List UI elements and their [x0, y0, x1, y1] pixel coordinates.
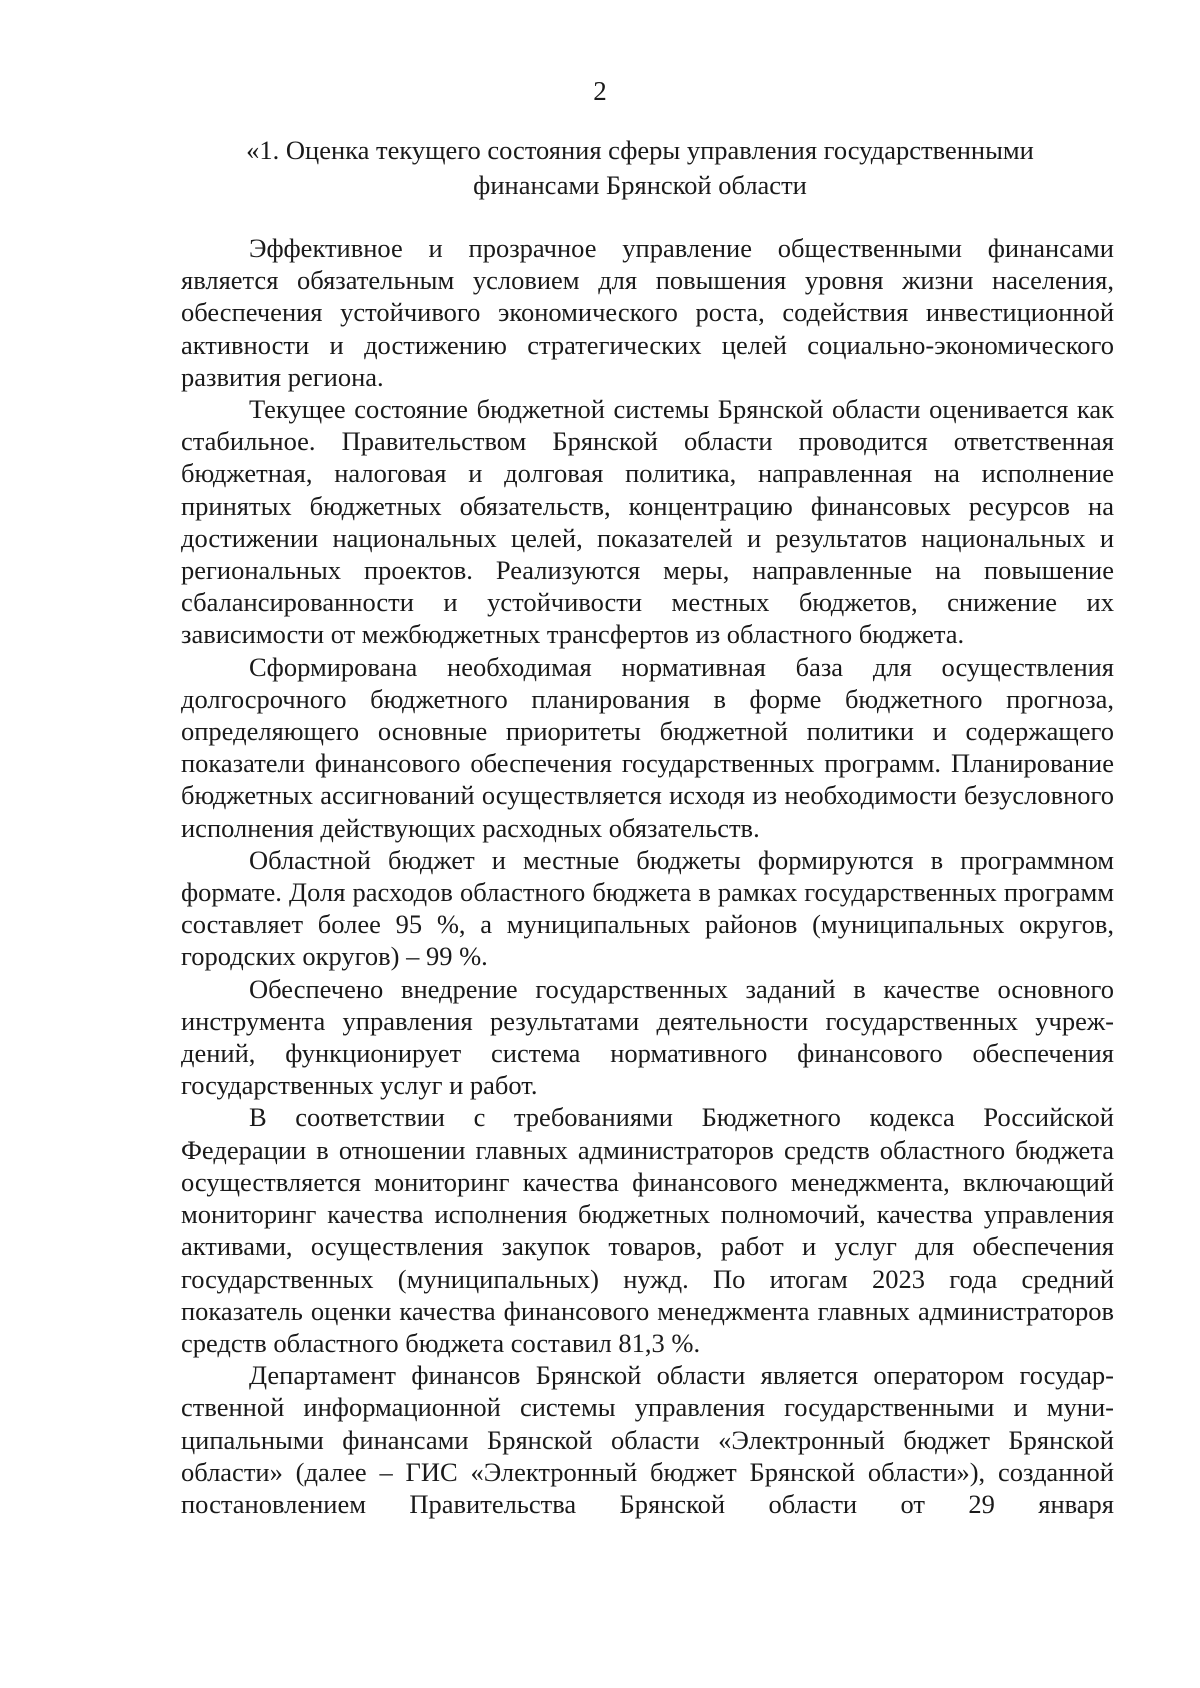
body-text [181, 232, 1114, 1520]
page-number: 2 [593, 76, 607, 106]
paragraph: Департамент финансов Брянской области является оператором государственной информационной системы управления государственными и муниципальными финансами Брянской области «Электронный бюджет Брянской области» (далее – ГИС «Электронный бюджет Брянской области»), созданной постановлением Правительства Брянской области от 29 января [181, 1360, 1114, 1519]
paragraph: Текущее состояние бюджетной системы Брянской области оценивается как стабильное. Правительством Брянской области проводится ответственная бюджетная, налоговая и долговая политика, направленная на исполнение принятых бюджетных обязательств, концентрацию финансовых ресурсов на достижении национальных целей, показателей и результатов национальных и региональных проектов. Реализуются меры, направленные на повышение сбалансированности и устойчивости местных бюджетов, снижение их зависимости от межбюджетных трансфертов из областного бюджета. [181, 394, 1114, 650]
paragraph: Эффективное и прозрачное управление общественными финансами является обязательным условием для повышения уровня жизни населения, обеспечения устойчивого экономического роста, содействия инвестиционной активности и достижению стратегических целей социально-экономического развития региона. [181, 233, 1114, 392]
paragraph: Сформирована необходимая нормативная база для осуществления долгосрочного бюджетного планирования в форме бюджетного прогноза, определяющего основные приоритеты бюджетной политики и содержащего показатели финансового обеспечения государственных программ. Планирование бюджетных ассигнований осуществляется исходя из необходимости безусловного исполнения действующих расходных обязательств. [181, 651, 1114, 843]
section-title: «1. Оценка текущего состояния сферы управления государственными финансами Брянской области [246, 135, 1034, 200]
paragraph: Обеспечено внедрение государственных заданий в качестве основного инструмента управления результатами деятельности государственных учреждений, функционирует система нормативного финансового обеспечения государственных услуг и работ. [181, 973, 1114, 1101]
paragraph: Областной бюджет и местные бюджеты формируются в программном формате. Доля расходов областного бюджета в рамках государственных программ составляет более 95 %, а муниципальных районов (муниципальных округов, городских округов) – 99 %. [181, 844, 1114, 972]
paragraph: В соответствии с требованиями Бюджетного кодекса Российской Федерации в отношении главных администраторов средств областного бюджета осуществляется мониторинг качества финансового менеджмента, включающий мониторинг качества исполнения бюджетных полномочий, качества управления активами, осуществления закупок товаров, работ и услуг для обеспечения государственных (муниципальных) нужд. По итогам 2023 года средний показатель оценки качества финансового менеджмента главных администраторов средств областного бюджета составил 81,3 %. [181, 1102, 1114, 1358]
